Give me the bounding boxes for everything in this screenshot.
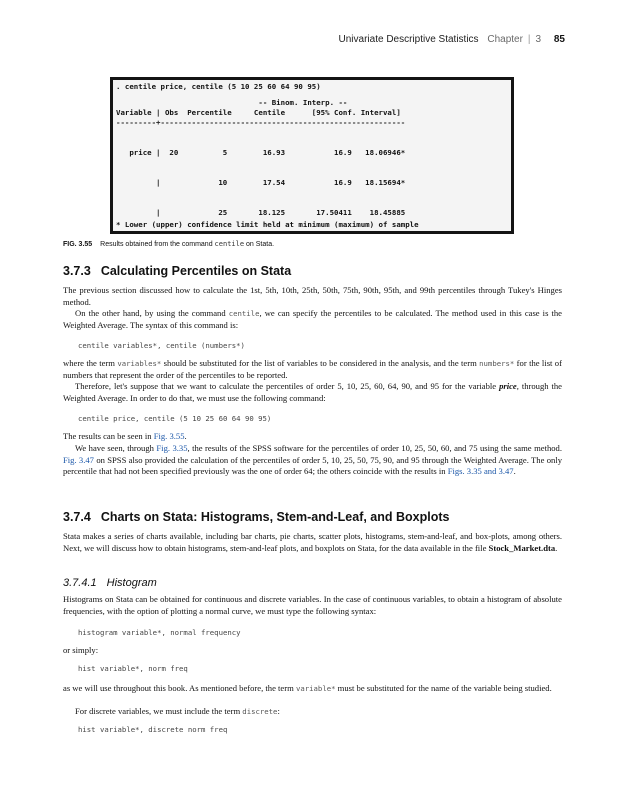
running-title: Univariate Descriptive Statistics: [338, 34, 479, 45]
stata-command-line: . centile price, centile (5 10 25 60 64 90 95): [116, 82, 321, 91]
paragraph: or simply:: [63, 645, 99, 655]
text: The results can be seen in: [63, 431, 152, 441]
section-title: Calculating Percentiles on Stata: [100, 264, 292, 278]
page-number: 85: [553, 34, 565, 45]
inline-code: discrete: [242, 707, 278, 716]
subsection-heading-3-7-4-1: [63, 577, 157, 589]
text: .: [555, 542, 558, 553]
text: :: [277, 706, 280, 716]
caption-text-end: on Stata.: [246, 241, 275, 248]
text: On the other hand, by using the command: [75, 308, 226, 318]
text: as we will use throughout this book. As mentioned before, the term: [63, 683, 294, 693]
code-block: hist variable*, discrete norm freq: [78, 725, 228, 734]
stata-footnote: * Lower (upper) confidence limit held at minimum (maximum) of sample: [116, 220, 419, 229]
section-title: Charts on Stata: Histograms, Stem-and-Leaf, and Boxplots: [100, 510, 450, 524]
text: We have seen, through: [75, 443, 154, 453]
paragraph: Histograms on Stata can be obtained for continuous and discrete variables. In the case of continuous variables, to obtain a histogram of absolute frequencies, with the option of plotting a normal curve, we must type the following syntax:: [63, 594, 562, 616]
inline-code: variables*: [117, 359, 162, 368]
variable-name: price: [499, 381, 517, 391]
header-separator: |: [527, 34, 531, 45]
text: on SPSS also provided the calculation of the percentiles of order 5, 10, 25, 50, 75, 90, and 95 through the Weighted Average. The only percentile that had not been specified previously was the one of order 64; the others coincide with the results in: [63, 454, 563, 476]
text: , through the Weighted Average. In order to do that, we must use the following command:: [63, 381, 562, 403]
figure-link[interactable]: Fig. 3.55: [153, 431, 185, 441]
text: For discrete variables, we must include the term: [75, 706, 241, 716]
file-name: Stock_Market.dta: [488, 542, 556, 553]
subsection-number: 3.7.4.1: [63, 577, 97, 589]
figure-label: FIG. 3.55: [63, 241, 93, 248]
paragraph: [63, 381, 562, 404]
figure-link[interactable]: Fig. 3.35: [156, 443, 188, 453]
text: Therefore, let's suppose that we want to calculate the percentiles of order 5, 10, 25, 60, 64, 90, and 95 for the variable: [75, 381, 497, 391]
text: , we can specify the percentiles to be calculated. The method used in this case is the Weighted Average. The syntax of this command is:: [63, 308, 562, 330]
inline-code: numbers*: [479, 359, 515, 368]
text: , the results of the SPSS software for the percentiles of order 10, 25, 50, 60, and 75 using the same method.: [187, 443, 562, 453]
text: for the list of numbers that represent the order of the percentiles to be reported.: [63, 358, 562, 380]
stata-row: | 25 18.125 17.50411 18.45885: [116, 208, 406, 217]
paragraph: [63, 683, 562, 695]
inline-code: variable*: [295, 684, 336, 693]
stata-row: price | 20 5 16.93 16.9 18.06946*: [116, 148, 406, 157]
stata-row: | 10 17.54 16.9 18.15694*: [116, 178, 406, 187]
paragraph: [63, 308, 562, 331]
section-number: 3.7.4: [63, 510, 91, 524]
stata-column-headers: Variable | Obs Percentile Centile [95% Conf. Interval]: [116, 108, 401, 117]
paragraph: [63, 443, 562, 478]
section-heading-3-7-4: [63, 510, 449, 524]
code-block: centile variables*, centile (numbers*): [78, 341, 245, 350]
section-number: 3.7.3: [63, 264, 91, 278]
paragraph: [63, 431, 562, 443]
code-block: histogram variable*, normal frequency: [78, 628, 241, 637]
subsection-title: Histogram: [106, 577, 157, 589]
stata-rows: [116, 128, 405, 231]
chapter-label: Chapter: [487, 34, 523, 45]
inline-code: centile: [228, 309, 260, 318]
figure-caption: [63, 240, 274, 248]
stata-header-binom: -- Binom. Interp. --: [116, 98, 348, 107]
paragraph: The previous section discussed how to calculate the 1st, 5th, 10th, 25th, 50th, 75th, 90th, 95th, and 99th percentiles through Tukey's Hinges method.: [63, 285, 562, 307]
code-block: centile price, centile (5 10 25 60 64 90 95): [78, 414, 272, 423]
text: .: [184, 431, 187, 441]
text: Stata makes a series of charts available, including bar charts, pie charts, scatter plots, histograms, stem-and-leaf, and box-plots, among others. Next, we will discuss how to obtain histograms, stem-and-leaf plots, and boxplots on Stata, for the data available in the file: [63, 531, 562, 553]
section-heading-3-7-3: [63, 264, 291, 278]
paragraph: [63, 531, 562, 554]
code-block: hist variable*, norm freq: [78, 664, 188, 673]
text: should be substituted for the list of variables to be considered in the analysis, and the term: [163, 358, 477, 368]
chapter-number: 3: [535, 34, 542, 45]
figure-link[interactable]: Figs. 3.35 and 3.47: [447, 466, 514, 476]
stata-output-figure: [110, 77, 514, 234]
paragraph: [63, 706, 562, 718]
figure-link[interactable]: Fig. 3.47: [63, 454, 94, 465]
caption-code: centile: [214, 240, 245, 248]
caption-text: Results obtained from the command: [100, 241, 213, 248]
text: must be substituted for the name of the variable being studied.: [337, 683, 552, 693]
stata-output-panel: [113, 80, 511, 231]
stata-separator: ---------+-------------------------------------------------------: [116, 118, 406, 127]
running-header: [0, 34, 565, 45]
paragraph: [63, 358, 562, 381]
text: where the term: [63, 358, 115, 368]
text: .: [513, 466, 516, 476]
